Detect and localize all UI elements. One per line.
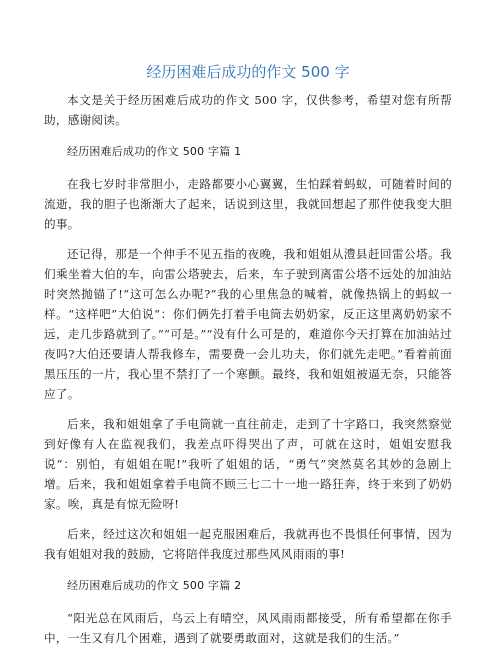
- document-body: [44, 90, 452, 648]
- section-2-paragraph: “阳光总在风雨后，乌云上有晴空，风风雨雨都接受，所有希望都在你手中，一生又有几个困难，遇到了就要勇敢面对，这就是我们的生活。”: [44, 611, 452, 645]
- document-title: 经历困难后成功的作文 500 字: [146, 63, 350, 81]
- body-paragraph-3: 后来，我和姐姐拿了手电筒就一直往前走，走到了十字路口，我突然察觉到好像有人在监视我们，我差点吓得哭出了声，可就在这时，姐姐安慰我说“：别怕，有姐姐在呢!”我听了姐姐的话，“勇气”突然莫名其妙的急剧上增。后来，我和姐姐拿着手电筒不顾三七二十一地一路狂奔，终于来到了奶奶家。唉，真是有惊无险呀!: [44, 417, 452, 511]
- body-paragraph-2: 还记得，那是一个伸手不见五指的夜晚，我和姐姐从澧县赶回雷公塔。我们乘坐着大伯的车，向雷公塔驶去，后来，车子驶到离雷公塔不远处的加油站时突然抛锚了!“这可怎么办呢?”我的心里焦急的喊着，就像热锅上的蚂蚁一样。“这样吧”大伯说“：你们俩先打着手电筒去奶奶家，反正这里离奶奶家不远，走几步路就到了。”“可是。”“没有什么可是的，难道你今天打算在加油站过夜吗?大伯还要请人帮我修车，需要费一会儿功夫，你们就先走吧。”看着前面黑压压的一片，我心里不禁打了一个寒颤。最终，我和姐姐被逼无奈，只能答应了。: [44, 247, 452, 401]
- body-paragraph-4: 后来，经过这次和姐姐一起克服困难后，我就再也不畏惧任何事情，因为我有姐姐对我的鼓励，它将陪伴我度过那些风风雨雨的事!: [44, 527, 452, 561]
- intro-paragraph: 本文是关于经历困难后成功的作文 500 字，仅供参考，希望对您有所帮助，感谢阅读。: [44, 93, 452, 127]
- section-2-heading: 经历困难后成功的作文 500 字篇 2: [67, 579, 242, 592]
- section-1-heading: 经历困难后成功的作文 500 字篇 1: [67, 145, 242, 158]
- body-paragraph-1: 在我七岁时非常胆小，走路都要小心翼翼，生怕踩着蚂蚁，可随着时间的流逝，我的胆子也渐渐大了起来，话说到这里，我就回想起了那件使我变大胆的事。: [44, 177, 452, 231]
